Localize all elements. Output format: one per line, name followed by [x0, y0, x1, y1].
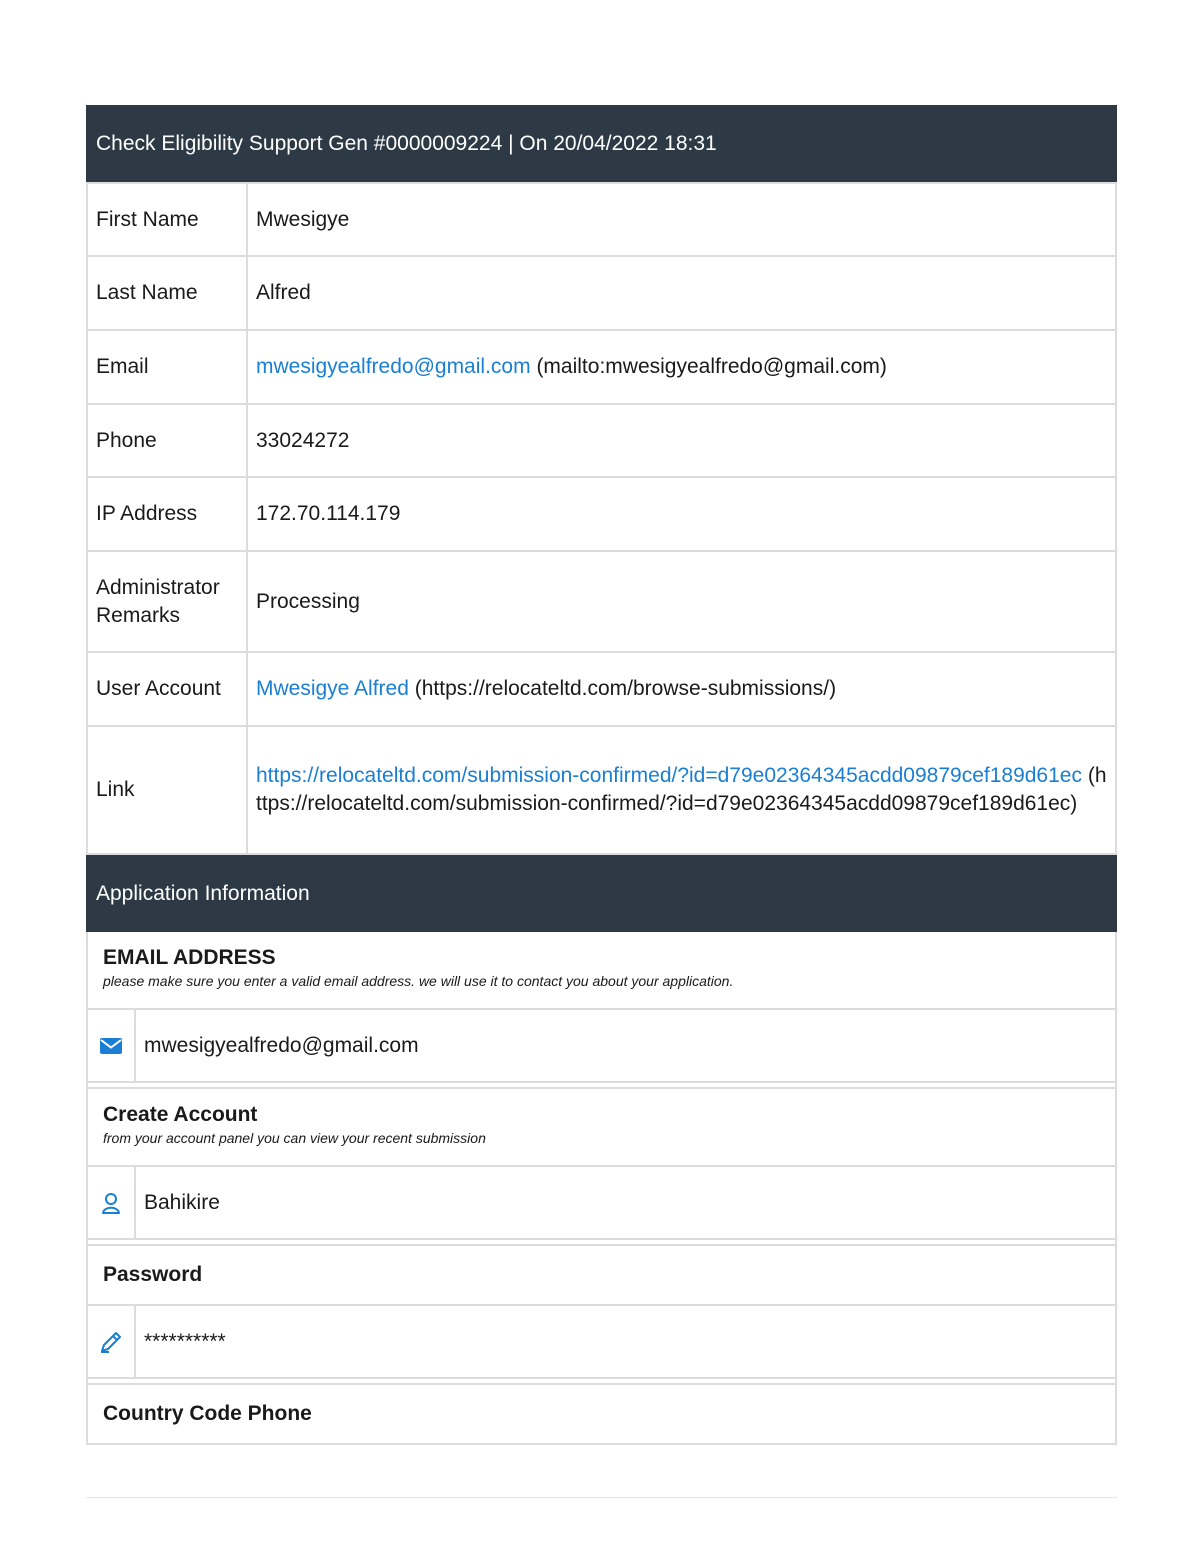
phone-label: Phone: [87, 404, 247, 477]
submission-sheet: [86, 105, 1117, 1445]
email-suffix: (mailto:mwesigyealfredo@gmail.com): [536, 355, 887, 378]
link-value: [247, 726, 1116, 854]
pencil-icon: [88, 1306, 136, 1377]
row-first-name: [87, 183, 1116, 256]
email-link[interactable]: mwesigyealfredo@gmail.com: [256, 355, 531, 378]
link-suffix: (https://relocateltd.com/submission-confirmed/?id=d79e02364345acdd09879cef189d61ec): [256, 764, 1107, 815]
email-label: Email: [87, 330, 247, 404]
first-name-label: First Name: [87, 183, 247, 256]
first-name-value: Mwesigye: [247, 183, 1116, 256]
row-phone: [87, 404, 1116, 477]
row-ip-address: [87, 477, 1116, 551]
last-name-value: Alfred: [247, 256, 1116, 330]
link-label: Link: [87, 726, 247, 854]
account-input-value: Bahikire: [144, 1190, 220, 1214]
email-section-title: EMAIL ADDRESS: [103, 946, 276, 969]
phone-section-title: Country Code Phone: [103, 1402, 312, 1425]
confirmation-link[interactable]: https://relocateltd.com/submission-confirmed/?id=d79e02364345acdd09879cef189d61ec: [256, 764, 1082, 787]
account-section-label: [86, 1089, 1117, 1167]
password-input-value: **********: [144, 1329, 226, 1353]
row-admin-remarks: [87, 551, 1116, 652]
details-table: [86, 182, 1117, 855]
account-section-title: Create Account: [103, 1103, 258, 1126]
email-input-value: mwesigyealfredo@gmail.com: [144, 1033, 419, 1057]
application-header: [86, 855, 1117, 932]
user-account-label: User Account: [87, 652, 247, 726]
ip-address-value: 172.70.114.179: [247, 477, 1116, 551]
phone-value: 33024272: [247, 404, 1116, 477]
row-email: [87, 330, 1116, 404]
submission-header: [86, 105, 1117, 182]
user-account-link[interactable]: Mwesigye Alfred: [256, 677, 409, 700]
admin-remarks-value: Processing: [247, 551, 1116, 652]
user-account-value: [247, 652, 1116, 726]
last-name-label: Last Name: [87, 256, 247, 330]
phone-section-label: [86, 1385, 1117, 1445]
application-title: Application Information: [96, 881, 310, 905]
account-section-description: from your account panel you can view your recent submission: [103, 1130, 486, 1146]
user-account-suffix: (https://relocateltd.com/browse-submissions/): [414, 677, 837, 700]
account-value-row: [86, 1167, 1117, 1240]
password-section-title: Password: [103, 1263, 203, 1286]
email-section-description: please make sure you enter a valid email address. we will use it to contact you about your application.: [103, 973, 734, 989]
footer-divider: [86, 1497, 1117, 1498]
row-last-name: [87, 256, 1116, 330]
password-value-row: [86, 1306, 1117, 1379]
envelope-icon: [88, 1010, 136, 1081]
ip-address-label: IP Address: [87, 477, 247, 551]
row-user-account: [87, 652, 1116, 726]
user-icon: [88, 1167, 136, 1238]
row-link: [87, 726, 1116, 854]
email-value-row: [86, 1010, 1117, 1083]
email-section-label: [86, 932, 1117, 1010]
submission-title: Check Eligibility Support Gen #0000009224 | On 20/04/2022 18:31: [96, 131, 717, 155]
password-section-label: [86, 1246, 1117, 1306]
admin-remarks-label: Administrator Remarks: [87, 551, 247, 652]
email-value: [247, 330, 1116, 404]
